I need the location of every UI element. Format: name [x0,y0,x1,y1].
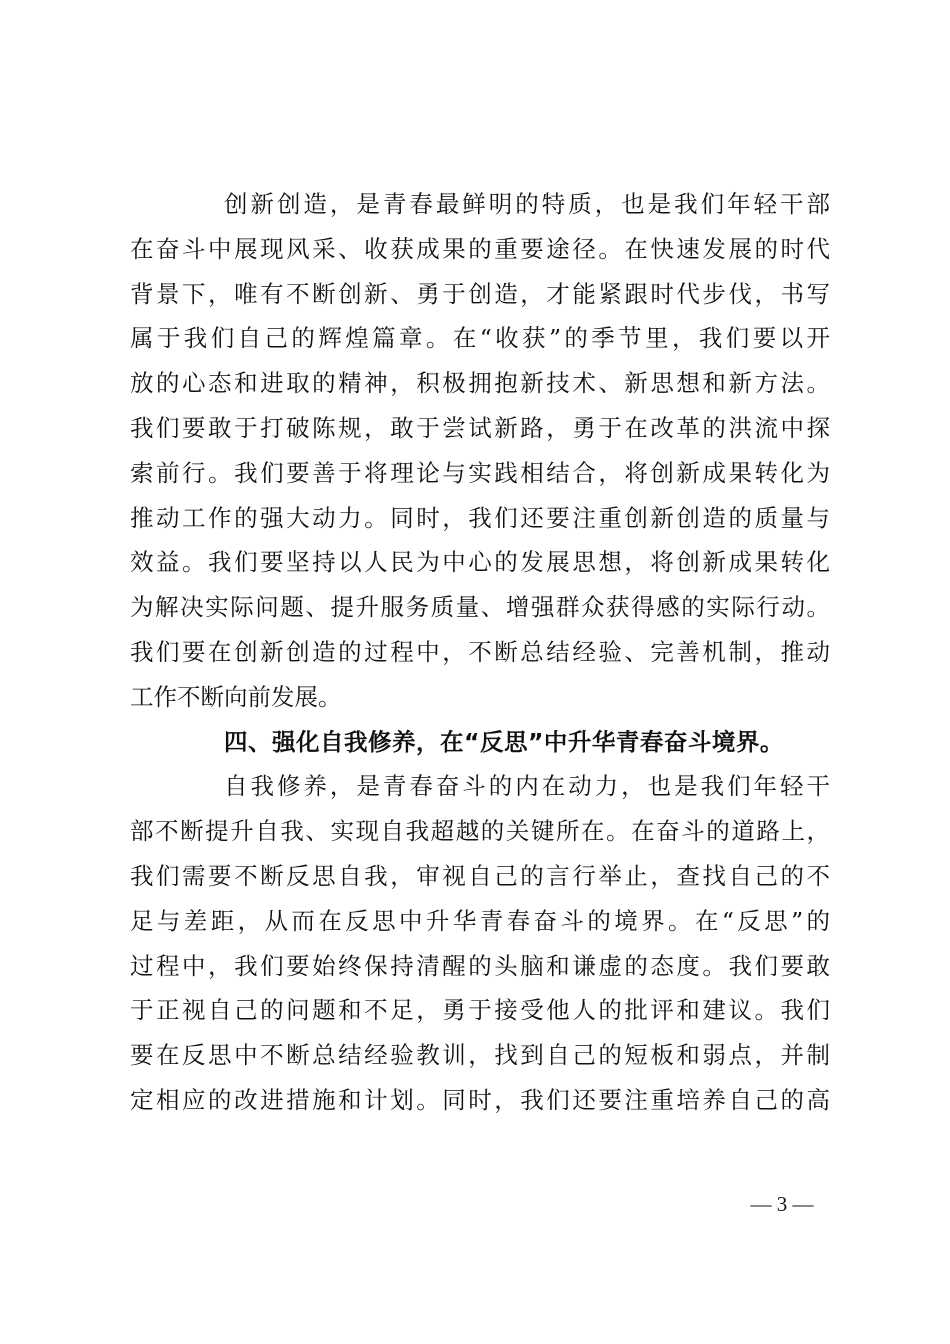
paragraph-line: 自我修养，是青春奋斗的内在动力，也是我们年轻干 [224,772,830,801]
paragraph-line: 索前行。我们要善于将理论与实践相结合，将创新成果转化为 [130,458,830,487]
paragraph-line: 放的心态和进取的精神，积极拥抱新技术、新思想和新方法。 [130,369,830,398]
paragraph-line: 我们要在创新创造的过程中，不断总结经验、完善机制，推动 [130,637,830,666]
paragraph-line: 定相应的改进措施和计划。同时，我们还要注重培养自己的高 [130,1085,830,1114]
section-heading: 四、强化自我修养，在“反思”中升华青春奋斗境界。 [224,727,784,756]
paragraph-line: 过程中，我们要始终保持清醒的头脑和谦虚的态度。我们要敢 [130,951,830,980]
paragraph-line: 推动工作的强大动力。同时，我们还要注重创新创造的质量与 [130,503,830,532]
paragraph-line: 为解决实际问题、提升服务质量、增强群众获得感的实际行动。 [130,593,830,622]
page-number: — 3 — [750,1192,814,1216]
paragraph-line: 创新创造，是青春最鲜明的特质，也是我们年轻干部 [224,190,830,218]
paragraph-line: 工作不断向前发展。 [130,682,342,711]
paragraph-line: 属于我们自己的辉煌篇章。在“收获”的季节里，我们要以开 [130,324,830,353]
paragraph-line: 在奋斗中展现风采、收获成果的重要途径。在快速发展的时代 [130,234,830,263]
paragraph-line: 足与差距，从而在反思中升华青春奋斗的境界。在“反思”的 [130,906,830,935]
paragraph-line: 我们要敢于打破陈规，敢于尝试新路，勇于在改革的洪流中探 [130,413,830,442]
paragraph-line: 要在反思中不断总结经验教训，找到自己的短板和弱点，并制 [130,1041,830,1070]
paragraph-line: 效益。我们要坚持以人民为中心的发展思想，将创新成果转化 [130,548,830,577]
body-text [130,182,830,1123]
paragraph-line: 背景下，唯有不断创新、勇于创造，才能紧跟时代步伐，书写 [130,279,830,308]
paragraph-line: 我们需要不断反思自我，审视自己的言行举止，查找自己的不 [130,861,830,890]
paragraph-line: 部不断提升自我、实现自我超越的关键所在。在奋斗的道路上， [130,817,830,846]
paragraph-line: 于正视自己的问题和不足，勇于接受他人的批评和建议。我们 [130,996,830,1025]
